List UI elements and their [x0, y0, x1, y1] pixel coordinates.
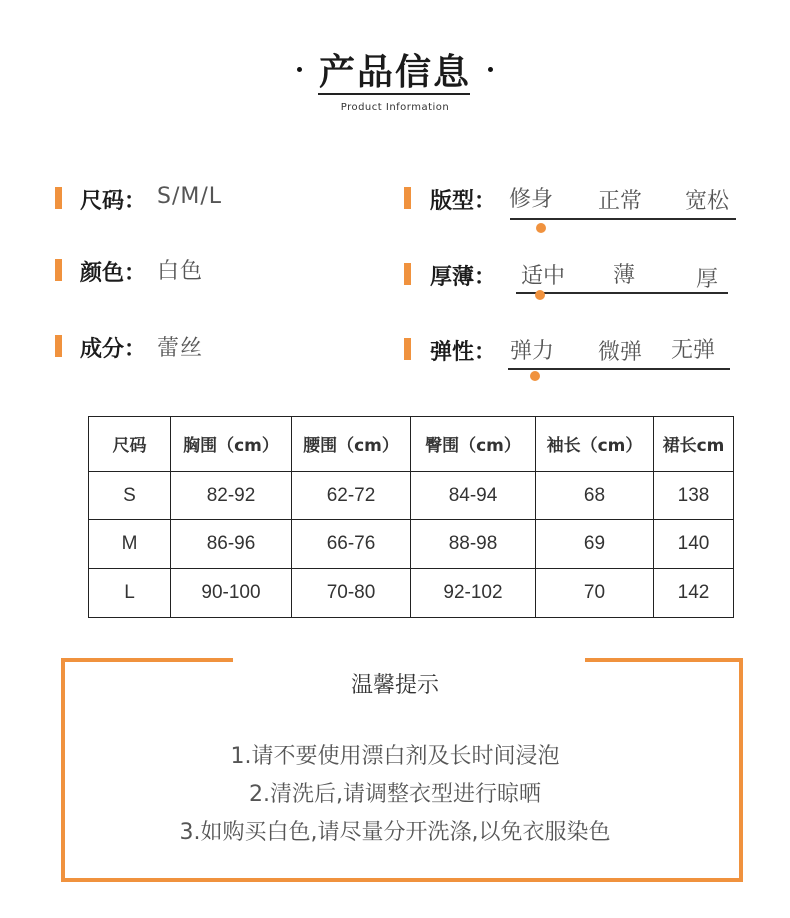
size-table: [88, 416, 734, 618]
table-cell: M: [89, 520, 171, 569]
table-cell: 84-94: [411, 471, 536, 520]
accent-bar: [404, 263, 411, 285]
accent-bar: [55, 335, 62, 357]
thickness-option: 适中: [521, 264, 566, 289]
table-row: [89, 471, 734, 520]
table-cell: 82-92: [171, 471, 292, 520]
table-cell: 140: [654, 520, 734, 569]
table-cell: 138: [654, 471, 734, 520]
fit-option: 修身: [509, 187, 554, 212]
elasticity-option: 无弹: [671, 338, 716, 363]
size-label: 尺码：: [80, 189, 147, 214]
elasticity-indicator: [530, 371, 540, 381]
fit-indicator: [536, 223, 546, 233]
thickness-option: 厚: [696, 267, 719, 292]
table-header-row: [89, 417, 734, 472]
accent-bar: [55, 187, 62, 209]
page-subtitle: Product Information: [340, 102, 450, 113]
header-cell: 袖长（cm）: [536, 417, 654, 472]
title-text: 产品信息: [318, 52, 471, 93]
table-cell: 70: [536, 569, 654, 618]
accent-bar: [404, 338, 411, 360]
tips-border: [61, 658, 233, 662]
elasticity-option: 弹力: [510, 339, 555, 364]
table-cell: 88-98: [411, 520, 536, 569]
color-value: 白色: [157, 259, 204, 284]
tip-line: 3.如购买白色,请尽量分开洗涤,以免衣服染色: [179, 820, 611, 845]
table-cell: 69: [536, 520, 654, 569]
size-value: S/M/L: [157, 184, 223, 209]
material-label: 成分：: [80, 337, 147, 362]
header-cell: 尺码: [89, 417, 171, 472]
fit-scale-line: [510, 218, 736, 220]
fit-option: 宽松: [685, 189, 730, 214]
table-cell: S: [89, 471, 171, 520]
thickness-indicator: [535, 290, 545, 300]
table-row: [89, 520, 734, 569]
fit-label: 版型：: [430, 189, 497, 214]
elasticity-label: 弹性：: [430, 340, 497, 365]
tip-line: 1.请不要使用漂白剂及长时间浸泡: [230, 744, 560, 769]
title-dot-left: [297, 67, 302, 72]
thickness-label: 厚薄：: [430, 265, 497, 290]
header-cell: 胸围（cm）: [171, 417, 292, 472]
fit-option: 正常: [598, 189, 643, 214]
page-title: [0, 44, 790, 95]
tips-title: 温馨提示: [350, 673, 439, 698]
header-cell: 臀围（cm）: [411, 417, 536, 472]
table-cell: 142: [654, 569, 734, 618]
table-cell: 68: [536, 471, 654, 520]
tip-line: 2.清洗后,请调整衣型进行晾晒: [249, 782, 541, 807]
table-row: [89, 569, 734, 618]
table-cell: 70-80: [292, 569, 411, 618]
table-cell: 66-76: [292, 520, 411, 569]
tips-border: [61, 878, 743, 882]
title-underline: [318, 93, 470, 95]
elasticity-option: 微弹: [598, 340, 643, 365]
thickness-scale-line: [516, 292, 728, 294]
header-cell: 裙长cm: [654, 417, 734, 472]
header-cell: 腰围（cm）: [292, 417, 411, 472]
table-cell: 92-102: [411, 569, 536, 618]
color-label: 颜色：: [80, 261, 147, 286]
accent-bar: [55, 259, 62, 281]
table-cell: 62-72: [292, 471, 411, 520]
thickness-option: 薄: [613, 263, 636, 288]
table-cell: 90-100: [171, 569, 292, 618]
title-dot-right: [488, 67, 493, 72]
table-cell: L: [89, 569, 171, 618]
table-cell: 86-96: [171, 520, 292, 569]
accent-bar: [404, 187, 411, 209]
elasticity-scale-line: [508, 368, 730, 370]
material-value: 蕾丝: [157, 336, 204, 361]
tips-border: [585, 658, 743, 662]
